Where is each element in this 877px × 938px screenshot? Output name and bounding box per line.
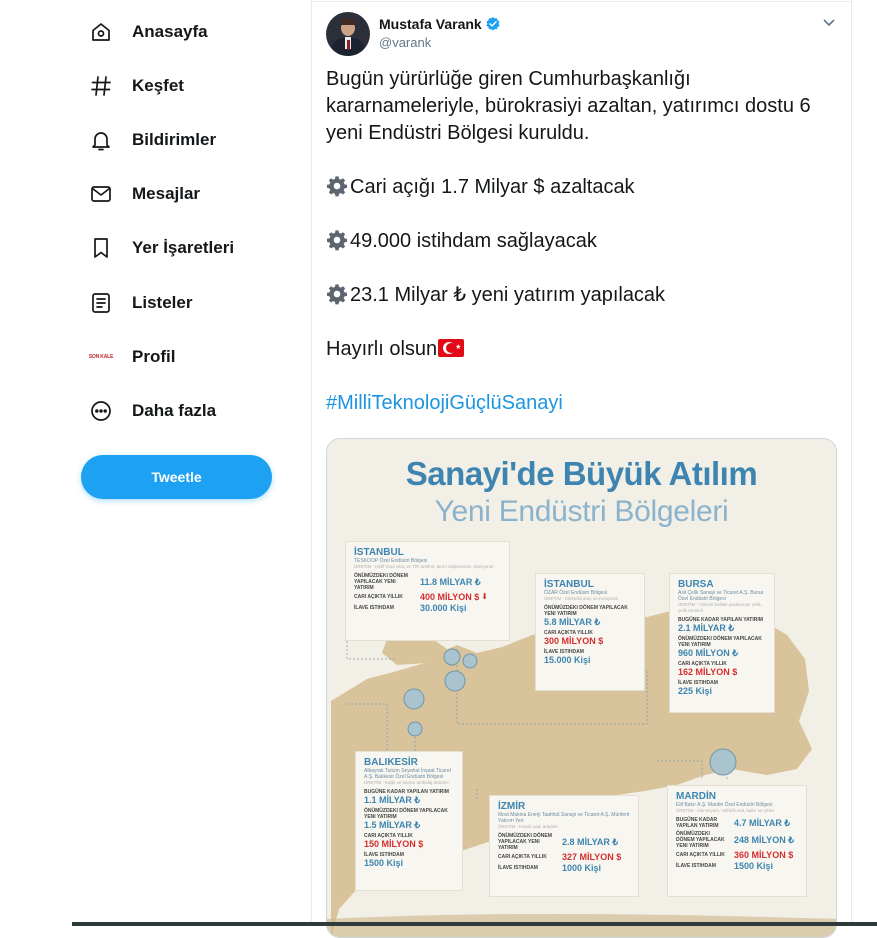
author-name[interactable]: Mustafa Varank xyxy=(379,16,482,32)
tweet-closing-text: Hayırlı olsun xyxy=(326,338,438,360)
box-value: 150 MİLYON $ xyxy=(364,839,424,849)
info-box-mardin xyxy=(667,785,807,897)
bookmark-icon xyxy=(86,233,116,263)
chevron-down-icon[interactable] xyxy=(821,14,837,30)
infographic-title: Sanayi'de Büyük Atılım xyxy=(405,455,758,492)
box-firm: ÖZAR Özel Endüstri Bölgesi xyxy=(544,590,608,596)
box-note: ÜRETİM : Alüminyum, sülfürik asit, bakır ve çinko xyxy=(676,808,775,813)
hashtag-icon xyxy=(86,71,116,101)
box-value: 30.000 Kişi xyxy=(420,602,467,613)
tweet-text xyxy=(326,66,836,444)
box-value: 360 MİLYON $ xyxy=(734,850,794,860)
box-key: BUGÜNE KADAR YAPILAN YATIRIM xyxy=(678,617,763,623)
sidebar-item-label: Daha fazla xyxy=(132,401,217,420)
box-value: 11.8 MİLYAR ₺ xyxy=(420,576,481,587)
tweet-point xyxy=(326,174,836,201)
box-value: 1.1 MİLYAR ₺ xyxy=(364,795,421,805)
box-key: ÖNÜMÜZDEKI DÖNEM YAPILACAK YENI YATIRIM xyxy=(498,833,552,851)
box-key: İLAVE ISTIHDAM xyxy=(364,852,404,858)
tweet-point xyxy=(326,228,836,255)
sidebar-item-lists[interactable] xyxy=(86,281,192,325)
sidebar-nav xyxy=(0,0,312,926)
box-key: CARI AÇIKTA YILLIK xyxy=(544,630,593,636)
box-firm: Albayrak Turizm Seyahat İnşaat Ticaret A.Ş. Balıkesir Özel Endüstri Bölgesi xyxy=(364,768,451,780)
tweet-paragraph: Bugün yürürlüğe giren Cumhurbaşkanlığı kararnameleriyle, bürokrasiyi azaltan, yatırımcı dostu 6 yeni Endüstri Bölgesi kuruldu. xyxy=(326,68,811,144)
box-value: 248 MİLYON ₺ xyxy=(734,834,794,845)
sidebar-item-notifications[interactable] xyxy=(86,118,216,162)
box-key: CARI AÇIKTA YILLIK xyxy=(354,594,403,601)
info-box-istanbul-ozar xyxy=(535,573,645,691)
box-value: 1.5 MİLYAR ₺ xyxy=(364,820,421,830)
turkish-flag-icon: ★ xyxy=(438,339,464,357)
box-value: 1000 Kişi xyxy=(562,862,602,873)
tweet-hashtag-line xyxy=(326,390,836,417)
sidebar-item-home[interactable] xyxy=(86,10,208,54)
sidebar-item-messages[interactable] xyxy=(86,172,200,216)
box-key: İLAVE ISTIHDAM xyxy=(544,649,584,655)
box-key: ÖNÜMÜZDEKI DÖNEM YAPILACAK YENI YATIRIM xyxy=(678,636,762,648)
box-key: BUGÜNE KADAR YAPILAN YATIRIM xyxy=(676,817,719,829)
more-icon xyxy=(86,396,116,426)
box-key: CARI AÇIKTA YILLIK xyxy=(678,661,727,667)
sidebar-item-label: Bildirimler xyxy=(132,130,217,149)
tweet-closing xyxy=(326,336,836,363)
mail-icon xyxy=(86,179,116,209)
box-key: İLAVE ISTIHDAM xyxy=(498,864,538,871)
box-city: İSTANBUL xyxy=(544,579,594,590)
sidebar-item-bookmarks[interactable] xyxy=(86,226,234,270)
author-avatar[interactable] xyxy=(326,12,370,56)
profile-avatar xyxy=(86,342,116,372)
hashtag-link[interactable]: #MilliTeknolojiGüçlüSanayi xyxy=(326,392,563,414)
box-key: İLAVE ISTIHDAM xyxy=(354,604,394,611)
box-key: BUGÜNE KADAR YAPILAN YATIRIM xyxy=(364,789,449,795)
tweet-point-text: 23.1 Milyar ₺ yeni yatırım yapılacak xyxy=(350,284,666,306)
box-note: ÜRETİM : Hafif ticari araç ve TIR üretimi, tarım ekipmanları, kamyonet xyxy=(354,564,494,569)
box-key: İLAVE ISTIHDAM xyxy=(678,680,718,686)
box-city: İZMİR xyxy=(498,801,526,812)
box-note: ÜRETİM : Havalı yapı araçları xyxy=(498,824,558,829)
box-value: 2.8 MİLYAR ₺ xyxy=(562,836,619,847)
box-value: 15.000 Kişi xyxy=(544,655,591,665)
box-value: 1500 Kişi xyxy=(734,860,774,871)
sidebar-item-profile[interactable] xyxy=(86,335,175,379)
box-city: BURSA xyxy=(678,579,714,590)
box-value: 960 MİLYON ₺ xyxy=(678,648,738,658)
tweet-point-text: Cari açığı 1.7 Milyar $ azaltacak xyxy=(350,176,635,198)
info-box-izmir xyxy=(489,795,639,897)
gear-icon xyxy=(326,283,348,305)
gear-icon xyxy=(326,229,348,251)
verified-badge-icon xyxy=(485,16,501,32)
box-value: 2.1 MİLYAR ₺ xyxy=(678,623,735,633)
box-city: BALIKESİR xyxy=(364,757,418,768)
gear-icon xyxy=(326,175,348,197)
box-value: 162 MİLYON $ xyxy=(678,667,738,677)
box-value: 4.7 MİLYAR ₺ xyxy=(734,817,791,828)
box-firm: Elif Bakır A.Ş. Mardin Özel Endüstri Bölgesi xyxy=(676,802,773,808)
info-box-bursa xyxy=(669,573,775,713)
box-value: 1500 Kişi xyxy=(364,858,404,868)
box-firm: TESKOOP Özel Endüstri Bölgesi xyxy=(354,558,428,564)
info-box-istanbul-teskoop: İSTANBUL TESKOOP Özel Endüstri Bölgesi ÜRETİM : Hafif ticari araç ve TIR üretimi, tarım ekipmanları, kamyonet ÖNÜMÜZDEKI DÖNEM YAPILACAK YENI YATIRIM 11.8 MİLYAR ₺ CARI AÇIKTA YILLIK 400 MİLYON $ ⬇ İLAVE ISTIHDAM 30.000 Kişi xyxy=(345,541,510,641)
taskbar-edge xyxy=(72,922,877,926)
tweet-point-text: 49.000 istihdam sağlayacak xyxy=(350,230,597,252)
box-key: ÖNÜMÜZDEKI DÖNEM YAPILACAK YENI YATIRIM xyxy=(544,605,628,617)
home-icon xyxy=(86,17,116,47)
box-key: CARI AÇIKTA YILLIK xyxy=(676,852,725,859)
box-key: İLAVE ISTIHDAM xyxy=(676,862,716,869)
box-key: ÖNÜMÜZDEKI DÖNEM YAPILACAK YENI YATIRIM xyxy=(676,831,725,849)
sidebar-item-label: Listeler xyxy=(132,293,193,312)
box-key: CARI AÇIKTA YILLIK xyxy=(498,854,547,861)
box-value: 400 MİLYON $ xyxy=(420,592,480,602)
sidebar-item-more[interactable] xyxy=(86,389,216,433)
box-value: 225 Kişi xyxy=(678,686,713,696)
timeline-column xyxy=(311,0,852,926)
sidebar-item-explore[interactable] xyxy=(86,64,184,108)
box-firm: Asil Çelik Sanayi ve Ticaret A.Ş. Bursa Özel Endüstri Bölgesi xyxy=(678,590,764,602)
box-value: 300 MİLYON $ xyxy=(544,636,604,646)
sidebar-item-label: Anasayfa xyxy=(132,22,208,41)
infographic-subtitle: Yeni Endüstri Bölgeleri xyxy=(434,495,729,528)
tweet-button[interactable]: Tweetle xyxy=(81,455,272,499)
bell-icon xyxy=(86,125,116,155)
box-note: ÜRETİM : Kağıt ve karton ambalaj ürünleri xyxy=(364,780,449,785)
author-name-row[interactable] xyxy=(379,16,501,32)
tweet-image[interactable] xyxy=(326,438,837,938)
sidebar-item-label: Keşfet xyxy=(132,76,184,95)
box-firm: Most Makina Enerji Taahhüt Sanayi ve Ticaret A.Ş. Münferit Yatırım Yeri xyxy=(498,812,630,824)
author-handle[interactable]: @varank xyxy=(379,35,432,50)
box-city: MARDİN xyxy=(676,791,716,802)
sidebar-item-label: Yer İşaretleri xyxy=(132,238,235,257)
box-key: ÖNÜMÜZDEKI DÖNEM YAPILACAK YENI YATIRIM xyxy=(364,808,448,820)
sidebar-item-label: Mesajlar xyxy=(132,184,201,203)
divider xyxy=(312,1,851,2)
box-note: ÜRETİM : Elektrikli araç ve Kompozit xyxy=(544,596,618,601)
tweet-point xyxy=(326,282,836,309)
box-city: İSTANBUL xyxy=(354,547,404,558)
box-note: ÜRETİM : Yüksek kaliteli paslanmaz çelik, çelik ürünleri xyxy=(678,602,762,613)
sidebar-item-label: Profil xyxy=(132,347,176,366)
list-icon xyxy=(86,288,116,318)
profile-avatar-text: SON KALE xyxy=(88,354,114,360)
box-value: 5.8 MİLYAR ₺ xyxy=(544,617,601,627)
box-value: 327 MİLYON $ xyxy=(562,852,622,862)
info-box-balikesir xyxy=(355,751,463,891)
box-key: CARI AÇIKTA YILLIK xyxy=(364,833,413,839)
box-key: ÖNÜMÜZDEKI DÖNEM YAPILACAK YENI YATIRIM xyxy=(354,573,408,591)
